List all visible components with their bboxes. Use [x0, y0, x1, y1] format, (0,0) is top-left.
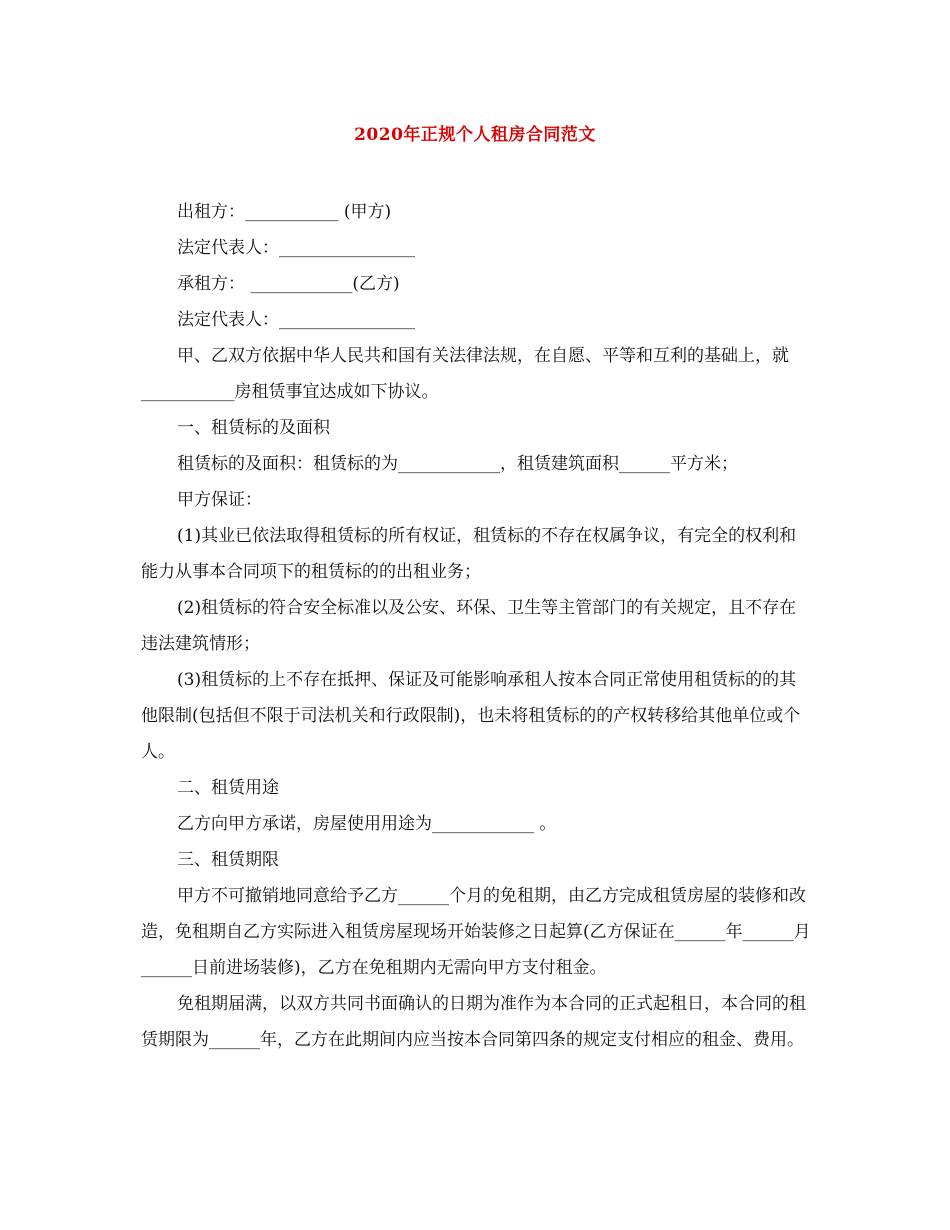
paragraph-use: 乙方向甲方承诺，房屋使用用途为____________ 。: [177, 814, 557, 834]
paragraph-rent-free-period: 甲方不可撤销地同意给予乙方______个月的免租期，由乙方完成租赁房屋的装修和改造，免租期自乙方实际进入租赁房屋现场开始装修之日起算(乙方保证在______年______月______日前进场装修)，乙方在免租期内无需向甲方支付租金。: [141, 886, 811, 978]
paragraph-guarantee-1: (1)其业已依法取得租赁标的所有权证，租赁标的不存在权属争议，有完全的权利和能力从事本合同项下的租赁标的的出租业务；: [141, 526, 797, 582]
section-heading-3: 三、租赁期限: [177, 850, 279, 870]
document-body: [141, 194, 813, 1058]
paragraph-lease-term: 免租期届满，以双方共同书面确认的日期为准作为本合同的正式起租日，本合同的租赁期限为______年，乙方在此期间内应当按本合同第四条的规定支付相应的租金、费用。: [141, 994, 806, 1050]
section-heading-2: 二、租赁用途: [177, 778, 279, 798]
paragraph-lessor-representative: 法定代表人：________________: [177, 238, 415, 258]
section-heading-1: 一、租赁标的及面积: [177, 418, 330, 438]
paragraph-area: 租赁标的及面积：租赁标的为____________，租赁建筑面积______平方米；: [177, 454, 738, 474]
paragraph-lessee-representative: 法定代表人：________________: [177, 310, 415, 330]
paragraph-preamble: 甲、乙双方依据中华人民共和国有关法律法规，在自愿、平等和互利的基础上，就___________房租赁事宜达成如下协议。: [141, 346, 789, 402]
paragraph-lessor: 出租方：___________ (甲方): [177, 202, 392, 222]
document-title: 2020年正规个人租房合同范文: [354, 125, 596, 145]
paragraph-guarantee-2: (2)租赁标的符合安全标准以及公安、环保、卫生等主管部门的有关规定，且不存在违法建筑情形；: [141, 598, 797, 654]
paragraph-lessee: 承租方： ____________(乙方): [177, 274, 400, 294]
paragraph-guarantee-3: (3)租赁标的上不存在抵押、保证及可能影响承租人按本合同正常使用租赁标的的其他限制(包括但不限于司法机关和行政限制)，也未将租赁标的的产权转移给其他单位或个人。: [141, 670, 801, 762]
paragraph-guarantee-intro: 甲方保证：: [177, 490, 262, 510]
